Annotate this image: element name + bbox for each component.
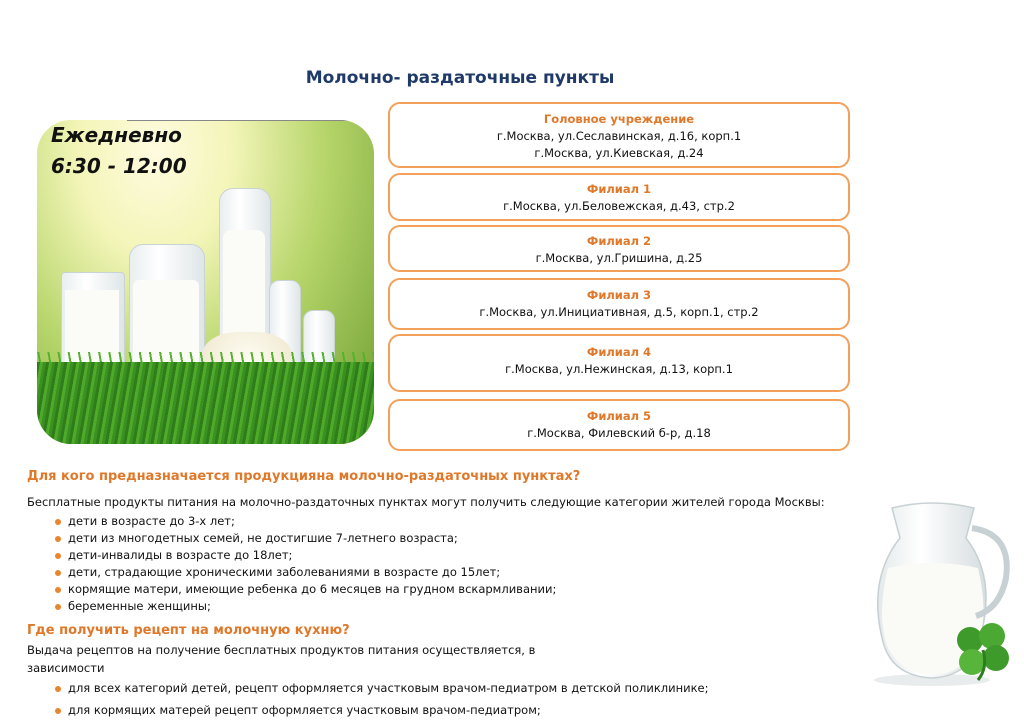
branch-address: г.Москва, ул.Сеславинская, д.16, корп.1 xyxy=(496,129,742,143)
list-item: для кормящих матерей рецепт оформляется участковым врачом-педиатром; xyxy=(55,702,709,719)
branch-address: г.Москва, ул.Гришина, д.25 xyxy=(535,251,703,265)
list-item: дети из многодетных семей, не достигшие 7-летнего возраста; xyxy=(55,530,556,547)
schedule-days: Ежедневно xyxy=(51,123,182,147)
grass xyxy=(37,362,374,444)
branch-address: г.Москва, ул.Киевская, д.24 xyxy=(534,146,704,160)
branch-title: Головное учреждение xyxy=(543,112,695,126)
branch-address: г.Москва, ул.Инициативная, д.5, корп.1, стр.2 xyxy=(479,305,759,319)
list-item: для всех категорий детей, рецепт оформляется участковым врачом-педиатром в детской поликлинике; xyxy=(55,680,709,697)
schedule xyxy=(51,120,187,182)
list-item: беременные женщины; xyxy=(55,598,556,615)
list-item: дети, страдающие хроническими заболеваниями в возрасте до 15лет; xyxy=(55,564,556,581)
branch-title: Филиал 4 xyxy=(586,345,652,359)
list-item: дети в возрасте до 3-х лет; xyxy=(55,513,556,530)
eligibility-list xyxy=(55,513,556,615)
branch-title: Филиал 5 xyxy=(586,409,652,423)
section-intro: Бесплатные продукты питания на молочно-раздаточных пунктах могут получить следующие категории жителей города Москвы: xyxy=(27,495,825,509)
section-heading: Где получить рецепт на молочную кухню? xyxy=(27,623,350,638)
branch-card-5 xyxy=(388,399,850,451)
list-item: дети-инвалиды в возрасте до 18лет; xyxy=(55,547,556,564)
branch-title: Филиал 3 xyxy=(586,288,652,302)
prescription-list xyxy=(55,680,709,719)
page-title: Молочно- раздаточные пункты xyxy=(305,68,615,88)
branch-address: г.Москва, ул.Нежинская, д.13, корп.1 xyxy=(505,362,733,376)
branch-card-2 xyxy=(388,225,850,272)
branch-card-4 xyxy=(388,334,850,392)
branch-title: Филиал 2 xyxy=(586,234,652,248)
branch-address: г.Москва, Филевский б-р, д.18 xyxy=(527,426,711,440)
section-intro-line: Выдача рецептов на получение бесплатных продуктов питания осуществляется, в xyxy=(27,643,536,657)
clover-icon xyxy=(948,618,1018,682)
section-intro-line: зависимости xyxy=(27,661,105,675)
branch-card-1 xyxy=(388,173,850,221)
schedule-hours: 6:30 - 12:00 xyxy=(51,154,187,178)
list-item: кормящие матери, имеющие ребенка до 6 месяцев на грудном вскармливании; xyxy=(55,581,556,598)
branch-address: г.Москва, ул.Беловежская, д.43, стр.2 xyxy=(503,199,735,213)
branch-card-3 xyxy=(388,278,850,330)
section-heading: Для кого предназначается продукцияна молочно-раздаточных пунктах? xyxy=(27,469,581,484)
dairy-photo xyxy=(37,120,374,444)
section-intro xyxy=(27,641,535,677)
branch-card-main xyxy=(388,102,850,168)
branch-title: Филиал 1 xyxy=(586,182,652,196)
